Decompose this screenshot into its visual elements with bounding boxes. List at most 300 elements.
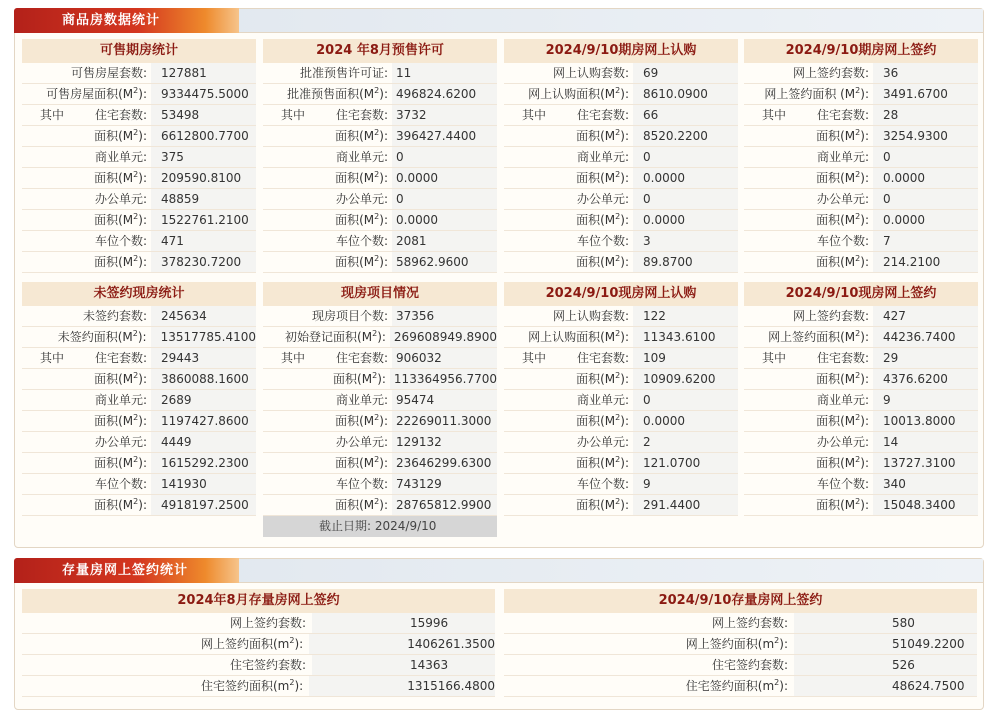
row-value: 375 — [151, 147, 256, 167]
label-main: 面积(M — [576, 129, 616, 143]
label-main: 商业单元: — [576, 150, 629, 164]
row-label — [22, 84, 151, 104]
data-row — [504, 655, 977, 676]
row-value: 0 — [633, 189, 738, 209]
row-value: 109 — [633, 348, 738, 368]
row-label — [263, 327, 390, 347]
label-main: 网上签约面积(M — [768, 330, 856, 344]
label-suffix: ): — [860, 330, 869, 344]
label-main: 办公单元: — [816, 435, 869, 449]
label-text — [300, 66, 388, 80]
row-value: 743129 — [392, 474, 497, 494]
row-label — [744, 252, 873, 272]
data-row — [504, 147, 738, 168]
label-suffix: ): — [379, 498, 388, 512]
data-row — [504, 348, 738, 369]
data-row — [263, 252, 497, 273]
label-main: 住宅签约面积(m — [201, 679, 290, 693]
row-value: 3860088.1600 — [151, 369, 256, 389]
data-row — [22, 634, 495, 655]
label-main: 办公单元: — [335, 192, 388, 206]
label-suffix: ): — [620, 171, 629, 185]
row-label — [504, 655, 794, 675]
row-label — [22, 327, 151, 347]
label-text — [95, 234, 147, 248]
label-suffix: ): — [779, 679, 788, 693]
row-value: 0.0000 — [633, 168, 738, 188]
row-label — [744, 327, 873, 347]
new-housing-section — [14, 8, 984, 548]
label-main: 面积(M — [335, 171, 375, 185]
data-row — [504, 327, 738, 348]
unit-superscript: 2 — [133, 413, 139, 422]
label-main: 办公单元: — [94, 192, 147, 206]
unit-superscript: 2 — [855, 254, 861, 263]
row-value: 66 — [633, 105, 738, 125]
label-suffix: ): — [620, 129, 629, 143]
label-text — [576, 414, 629, 428]
data-row — [22, 105, 256, 126]
row-value: 2081 — [392, 231, 497, 251]
label-text — [817, 348, 869, 368]
row-label — [504, 189, 633, 209]
row-value: 2689 — [151, 390, 256, 410]
label-text — [576, 456, 629, 470]
label-text — [764, 87, 869, 101]
data-row — [22, 63, 256, 84]
row-label — [263, 126, 392, 146]
row-value: 8520.2200 — [633, 126, 738, 146]
row-label — [504, 84, 633, 104]
row-label — [504, 432, 633, 452]
row-label — [263, 348, 392, 368]
label-main: 商业单元: — [816, 150, 869, 164]
label-suffix: ): — [379, 129, 388, 143]
row-label — [263, 189, 392, 209]
row-value: 269608949.8900 — [390, 327, 497, 347]
label-text — [335, 129, 388, 143]
row-label — [22, 168, 151, 188]
data-row — [263, 306, 497, 327]
row-label — [22, 189, 151, 209]
label-suffix: ): — [138, 213, 147, 227]
label-suffix: ): — [620, 87, 629, 101]
label-main: 面积(M — [576, 498, 616, 512]
row-label — [744, 210, 873, 230]
row-label — [504, 327, 633, 347]
label-main: 住宅套数: — [816, 351, 869, 365]
data-row — [744, 105, 978, 126]
row-label — [744, 432, 873, 452]
row-label — [744, 369, 873, 389]
unit-superscript: 2 — [374, 455, 380, 464]
row-label — [504, 634, 794, 654]
label-text — [336, 105, 388, 125]
panel-title: 2024/9/10期房网上认购 — [504, 39, 738, 63]
row-value: 378230.7200 — [151, 252, 256, 272]
unit-superscript: 2 — [615, 212, 621, 221]
row-label — [22, 105, 151, 125]
row-label — [22, 63, 151, 83]
label-text — [577, 234, 629, 248]
label-text — [816, 498, 869, 512]
panel-title: 2024/9/10现房网上认购 — [504, 282, 738, 306]
data-row — [504, 369, 738, 390]
label-main: 网上认购面积(M — [528, 330, 616, 344]
panel-existing-projects — [263, 282, 497, 537]
label-text — [46, 87, 147, 101]
label-suffix: ): — [294, 679, 304, 693]
label-main: 住宅套数: — [576, 108, 629, 122]
label-main: 车位个数: — [816, 477, 869, 491]
label-main: 面积(M — [816, 372, 856, 386]
label-suffix: ): — [294, 637, 304, 651]
row-value: 127881 — [151, 63, 256, 83]
label-text — [230, 658, 306, 672]
row-label — [22, 495, 151, 515]
label-text — [576, 255, 629, 269]
data-row — [744, 453, 978, 474]
row-value: 340 — [873, 474, 978, 494]
label-text — [576, 171, 629, 185]
unit-superscript: 2 — [615, 128, 621, 137]
row-label — [744, 189, 873, 209]
label-text — [95, 105, 147, 125]
label-main: 网上认购套数: — [552, 66, 629, 80]
row-value: 0.0000 — [873, 210, 978, 230]
data-row — [504, 126, 738, 147]
label-text — [793, 66, 869, 80]
label-text — [95, 435, 147, 449]
unit-superscript: 2 — [374, 128, 380, 137]
data-row — [504, 168, 738, 189]
row-label — [263, 390, 392, 410]
row-value: 9 — [873, 390, 978, 410]
row-label — [744, 495, 873, 515]
label-suffix: ): — [379, 456, 388, 470]
data-row — [22, 474, 256, 495]
data-row — [22, 432, 256, 453]
data-row — [22, 84, 256, 105]
label-main: 面积(M — [335, 255, 375, 269]
row-label — [744, 390, 873, 410]
row-label — [744, 105, 873, 125]
data-row — [22, 655, 495, 676]
data-row — [263, 105, 497, 126]
row-value: 0 — [633, 390, 738, 410]
row-value: 0 — [633, 147, 738, 167]
label-text — [71, 66, 147, 80]
label-text — [287, 87, 388, 101]
row-value: 37356 — [392, 306, 497, 326]
row-label — [263, 63, 392, 83]
label-suffix: ): — [379, 255, 388, 269]
row-label — [22, 390, 151, 410]
row-value: 7 — [873, 231, 978, 251]
label-text — [230, 616, 306, 630]
panel-resale-day — [504, 589, 977, 697]
label-text — [94, 498, 147, 512]
row-value: 121.0700 — [633, 453, 738, 473]
row-label — [263, 168, 392, 188]
unit-superscript: 2 — [374, 212, 380, 221]
label-main: 网上签约套数: — [792, 66, 869, 80]
row-value: 113364956.7700 — [390, 369, 497, 389]
row-value: 0.0000 — [633, 411, 738, 431]
row-value: 10909.6200 — [633, 369, 738, 389]
label-text — [817, 393, 869, 407]
data-row — [744, 63, 978, 84]
row-label — [504, 63, 633, 83]
unit-superscript: 2 — [855, 128, 861, 137]
panel-title: 可售期房统计 — [22, 39, 256, 63]
panel-title: 2024年8月存量房网上签约 — [22, 589, 495, 613]
label-suffix: ): — [779, 637, 788, 651]
label-text — [686, 637, 788, 651]
label-main: 面积(M — [335, 213, 375, 227]
row-value: 6612800.7700 — [151, 126, 256, 146]
row-value: 214.2100 — [873, 252, 978, 272]
label-main: 面积(M — [816, 171, 856, 185]
resale-housing-section — [14, 558, 984, 710]
row-value: 95474 — [392, 390, 497, 410]
panel-title: 2024/9/10期房网上签约 — [744, 39, 978, 63]
panel-existing-subscription — [504, 282, 738, 516]
row-value: 14 — [873, 432, 978, 452]
label-text — [83, 309, 147, 323]
data-row — [263, 495, 497, 516]
label-text — [95, 348, 147, 368]
unit-superscript: 2 — [855, 170, 861, 179]
unit-superscript: 2 — [133, 455, 139, 464]
row-label — [22, 432, 151, 452]
label-main: 面积(M — [94, 498, 134, 512]
row-value: 1522761.2100 — [151, 210, 256, 230]
row-value: 0.0000 — [392, 168, 497, 188]
row-label — [22, 453, 151, 473]
unit-superscript: 2 — [133, 86, 139, 95]
unit-superscript: 2 — [374, 413, 380, 422]
label-main: 面积(M — [333, 372, 373, 386]
label-suffix: ): — [138, 129, 147, 143]
unit-superscript: 2 — [855, 371, 861, 380]
label-text — [553, 66, 629, 80]
row-label — [504, 231, 633, 251]
data-row — [263, 390, 497, 411]
label-suffix: ): — [379, 87, 388, 101]
data-row — [22, 613, 495, 634]
label-text — [94, 171, 147, 185]
row-value: 51049.2200 — [794, 634, 977, 654]
data-row — [504, 231, 738, 252]
unit-superscript: 2 — [374, 86, 380, 95]
data-row — [263, 168, 497, 189]
row-label — [504, 390, 633, 410]
label-suffix: ): — [860, 414, 869, 428]
label-text — [94, 213, 147, 227]
label-text — [94, 129, 147, 143]
panel-title: 现房项目情况 — [263, 282, 497, 306]
label-text — [816, 255, 869, 269]
label-text — [576, 129, 629, 143]
label-main: 住宅套数: — [335, 108, 388, 122]
label-main: 网上签约面积 (M — [764, 87, 856, 101]
label-suffix: ): — [138, 456, 147, 470]
row-value: 0 — [873, 147, 978, 167]
row-value: 14363 — [312, 655, 495, 675]
label-text — [577, 348, 629, 368]
label-text — [686, 679, 788, 693]
unit-superscript: 2 — [133, 497, 139, 506]
row-value: 2 — [633, 432, 738, 452]
label-main: 商业单元: — [94, 393, 147, 407]
label-text — [793, 309, 869, 323]
label-text — [335, 456, 388, 470]
label-text — [817, 477, 869, 491]
data-row — [22, 453, 256, 474]
row-prefix: 其中 — [762, 351, 787, 365]
row-value: 69 — [633, 63, 738, 83]
row-value: 526 — [794, 655, 977, 675]
data-row — [504, 189, 738, 210]
row-label — [504, 252, 633, 272]
unit-superscript: 2 — [133, 170, 139, 179]
data-row — [263, 369, 497, 390]
unit-superscript: 2 — [289, 636, 295, 645]
label-suffix: ): — [860, 255, 869, 269]
row-label — [504, 105, 633, 125]
label-text — [95, 393, 147, 407]
label-suffix: ): — [138, 414, 147, 428]
row-value: 9 — [633, 474, 738, 494]
row-label — [744, 348, 873, 368]
data-row — [744, 348, 978, 369]
label-main: 商业单元: — [335, 150, 388, 164]
label-text — [201, 679, 303, 693]
label-main: 车位个数: — [576, 477, 629, 491]
label-main: 车位个数: — [335, 234, 388, 248]
row-label — [22, 231, 151, 251]
row-value: 0.0000 — [633, 210, 738, 230]
label-text — [335, 255, 388, 269]
row-label — [744, 168, 873, 188]
label-text — [95, 150, 147, 164]
row-label — [504, 210, 633, 230]
row-label — [263, 105, 392, 125]
label-text — [577, 477, 629, 491]
label-text — [94, 255, 147, 269]
row-label — [744, 147, 873, 167]
data-row — [22, 676, 495, 697]
label-suffix: ): — [379, 171, 388, 185]
row-label — [744, 84, 873, 104]
label-text — [95, 192, 147, 206]
section-title-bar — [15, 559, 983, 583]
row-value: 29 — [873, 348, 978, 368]
row-value: 3 — [633, 231, 738, 251]
data-row — [744, 369, 978, 390]
row-value: 3254.9300 — [873, 126, 978, 146]
label-suffix: ): — [137, 330, 147, 344]
unit-superscript: 2 — [855, 86, 861, 95]
data-row — [263, 189, 497, 210]
row-label — [744, 411, 873, 431]
label-suffix: ): — [379, 213, 388, 227]
section-title: 商品房数据统计 — [14, 8, 239, 33]
label-suffix: ): — [620, 372, 629, 386]
label-main: 面积(M — [816, 255, 856, 269]
unit-superscript: 2 — [615, 170, 621, 179]
row-label — [744, 306, 873, 326]
row-label — [22, 474, 151, 494]
data-row — [744, 495, 978, 516]
row-value: 13727.3100 — [873, 453, 978, 473]
label-main: 网上签约套数: — [792, 309, 869, 323]
data-row — [504, 432, 738, 453]
data-row — [263, 210, 497, 231]
unit-superscript: 2 — [374, 497, 380, 506]
data-row — [744, 327, 978, 348]
panel-resale-month — [22, 589, 495, 697]
label-text — [336, 192, 388, 206]
label-main: 面积(M — [576, 255, 616, 269]
panel-title: 2024/9/10存量房网上签约 — [504, 589, 977, 613]
label-suffix: ): — [620, 414, 629, 428]
data-row — [504, 63, 738, 84]
label-text — [577, 393, 629, 407]
row-label — [22, 676, 309, 696]
data-row — [22, 168, 256, 189]
unit-superscript: 2 — [774, 678, 780, 687]
row-label — [504, 369, 633, 389]
data-row — [22, 369, 256, 390]
panel-presale-signing — [744, 39, 978, 273]
row-label — [504, 676, 794, 696]
unit-superscript: 2 — [855, 497, 861, 506]
row-label — [263, 474, 392, 494]
label-suffix: ): — [860, 129, 869, 143]
unit-superscript: 2 — [855, 455, 861, 464]
row-label — [263, 453, 392, 473]
label-main: 面积(M — [335, 414, 375, 428]
row-value: 36 — [873, 63, 978, 83]
label-main: 商业单元: — [576, 393, 629, 407]
row-value: 0 — [392, 147, 497, 167]
label-text — [335, 414, 388, 428]
row-prefix: 其中 — [40, 108, 65, 122]
panel-existing-signing — [744, 282, 978, 516]
data-row — [504, 676, 977, 697]
data-row — [22, 495, 256, 516]
label-suffix: ): — [138, 171, 147, 185]
label-text — [817, 150, 869, 164]
label-text — [335, 213, 388, 227]
label-text — [817, 435, 869, 449]
row-label — [744, 63, 873, 83]
label-main: 办公单元: — [816, 192, 869, 206]
row-value: 58962.9600 — [392, 252, 497, 272]
data-row — [504, 474, 738, 495]
label-suffix: ): — [620, 498, 629, 512]
label-main: 批准预售许可证: — [299, 66, 388, 80]
row-label — [263, 432, 392, 452]
data-row — [22, 231, 256, 252]
data-row — [22, 189, 256, 210]
row-value: 44236.7400 — [873, 327, 978, 347]
panel-presale-subscription — [504, 39, 738, 273]
label-text — [336, 234, 388, 248]
label-main: 网上签约套数: — [711, 616, 788, 630]
